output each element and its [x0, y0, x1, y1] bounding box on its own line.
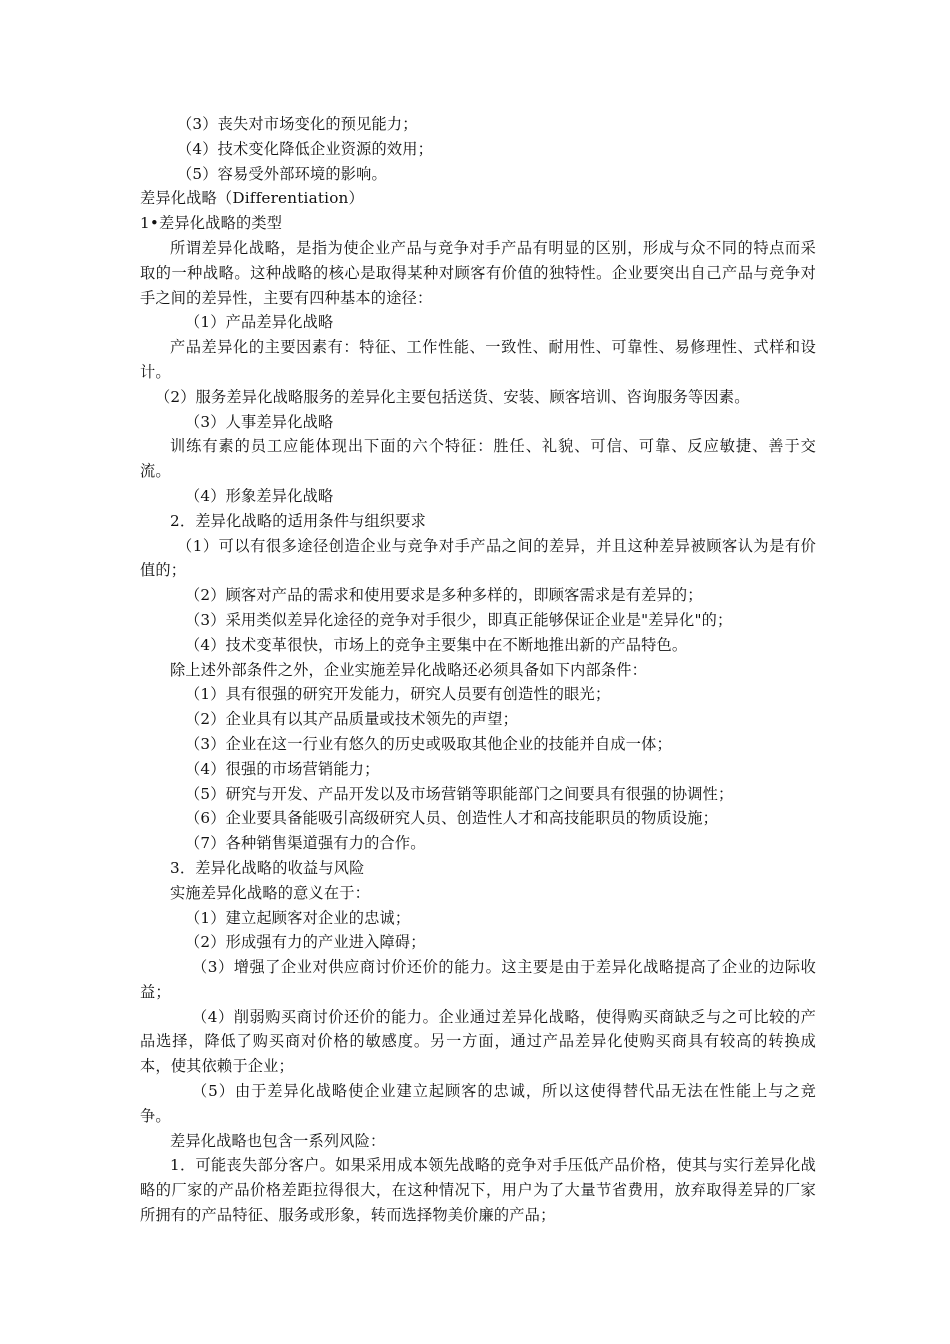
paragraph: 实施差异化战略的意义在于： — [170, 883, 371, 902]
paragraph: （2）服务差异化战略服务的差异化主要包括送货、安装、顾客培训、咨询服务等因素。 — [155, 387, 750, 406]
paragraph: （5）研究与开发、产品开发以及市场营销等职能部门之间要具有很强的协调性； — [185, 784, 734, 803]
paragraph: （2）顾客对产品的需求和使用要求是多种多样的，即顾客需求是有差异的； — [185, 586, 703, 605]
paragraph: 1．可能丧失部分客户。如果采用成本领先战略的竞争对手压低产品价格，使其与实行差异化战略的厂家的产品价格差距拉得很大，在这种情况下，用户为了大量节省费用，放弃取得差异的厂家所拥有的产品特征、服务或形象，转而选择物美价廉的产品； — [140, 1156, 816, 1225]
paragraph: （1）具有很强的研究开发能力，研究人员要有创造性的眼光； — [185, 685, 611, 704]
paragraph: （4）形象差异化战略 — [185, 486, 334, 505]
paragraph: （3）增强了企业对供应商讨价还价的能力。这主要是由于差异化战略提高了企业的边际收益； — [140, 958, 816, 1001]
paragraph: （1）建立起顾客对企业的忠诚； — [185, 908, 411, 927]
paragraph: （3）企业在这一行业有悠久的历史或吸取其他企业的技能并自成一体； — [185, 734, 672, 753]
paragraph: 所谓差异化战略，是指为使企业产品与竞争对手产品有明显的区别，形成与众不同的特点而采取的一种战略。这种战略的核心是取得某种对顾客有价值的独特性。企业要突出自己产品与竞争对手之间的差异性，主要有四种基本的途径： — [140, 238, 816, 307]
paragraph: 3．差异化战略的收益与风险 — [170, 858, 365, 877]
paragraph: 差异化战略（Differentiation） — [140, 189, 364, 208]
paragraph: （3）人事差异化战略 — [185, 412, 334, 431]
paragraph: 2．差异化战略的适用条件与组织要求 — [170, 511, 427, 530]
paragraph: （2）企业具有以其产品质量或技术领先的声望； — [185, 710, 519, 729]
paragraph: （6）企业要具备能吸引高级研究人员、创造性人才和高技能职员的物质设施； — [185, 809, 719, 828]
paragraph: （1）可以有很多途径创造企业与竞争对手产品之间的差异，并且这种差异被顾客认为是有价值的； — [140, 536, 816, 580]
document-body — [140, 112, 816, 1228]
paragraph: 1•差异化战略的类型 — [140, 214, 283, 233]
paragraph: 差异化战略也包含一系列风险： — [170, 1131, 386, 1150]
paragraph: （4）削弱购买商讨价还价的能力。企业通过差异化战略，使得购买商缺乏与之可比较的产品选择，降低了购买商对价格的敏感度。另一方面，通过产品差异化使购买商具有较高的转换成本，使其依赖于企业； — [140, 1007, 816, 1076]
paragraph: （3）丧失对市场变化的预见能力； — [177, 115, 418, 133]
paragraph: 产品差异化的主要因素有：特征、工作性能、一致性、耐用性、可靠性、易修理性、式样和设计。 — [140, 338, 816, 381]
paragraph: （2）形成强有力的产业进入障碍； — [185, 933, 426, 952]
paragraph: （1）产品差异化战略 — [185, 313, 334, 332]
paragraph: 训练有素的员工应能体现出下面的六个特征：胜任、礼貌、可信、可靠、反应敏捷、善于交流。 — [140, 437, 816, 481]
paragraph: （4）技术变化降低企业资源的效用； — [177, 139, 434, 158]
paragraph: （3）采用类似差异化途径的竞争对手很少，即真正能够保证企业是"差异化"的； — [185, 610, 733, 629]
paragraph: （4）技术变革很快，市场上的竞争主要集中在不断地推出新的产品特色。 — [185, 635, 688, 654]
paragraph: 除上述外部条件之外，企业实施差异化战略还必须具备如下内部条件： — [170, 660, 648, 679]
paragraph: （5）由于差异化战略使企业建立起顾客的忠诚，所以这使得替代品无法在性能上与之竞争。 — [140, 1082, 816, 1125]
paragraph: （7）各种销售渠道强有力的合作。 — [185, 834, 426, 853]
paragraph: （4）很强的市场营销能力； — [185, 759, 380, 778]
paragraph: （5）容易受外部环境的影响。 — [177, 164, 387, 183]
